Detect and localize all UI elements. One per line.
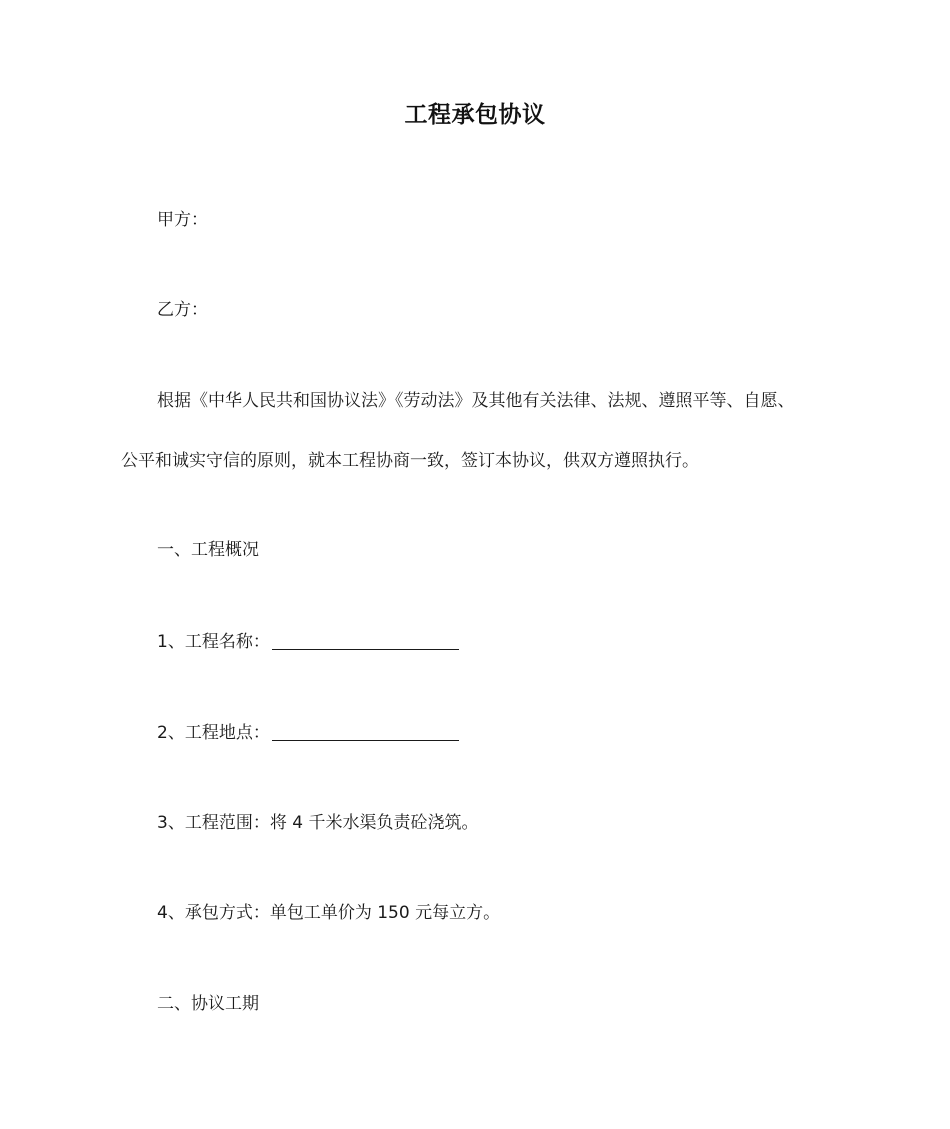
- document-title: 工程承包协议: [404, 102, 546, 128]
- project-scope-line: 3、工程范围：将 4 千米水渠负责砼浇筑。: [157, 813, 479, 833]
- section-2-heading: 二、协议工期: [157, 994, 259, 1014]
- party-b-line: 乙方：: [157, 300, 208, 320]
- section-1-heading: 一、工程概况: [157, 540, 259, 560]
- project-location-label: 2、工程地点：: [157, 723, 270, 743]
- project-name-blank: [272, 629, 459, 650]
- project-location-line: [157, 720, 459, 745]
- project-name-label: 1、工程名称：: [157, 632, 270, 652]
- contract-method-line: 4、承包方式：单包工单价为 150 元每立方。: [157, 903, 501, 923]
- project-name-line: [157, 629, 459, 654]
- intro-paragraph-line-1: 根据《中华人民共和国协议法》《劳动法》及其他有关法律、法规、遵照平等、自愿、: [157, 391, 795, 411]
- intro-paragraph-line-2: 公平和诚实守信的原则，就本工程协商一致，签订本协议，供双方遵照执行。: [121, 451, 699, 471]
- party-a-line: 甲方：: [157, 210, 208, 230]
- project-location-blank: [272, 720, 459, 741]
